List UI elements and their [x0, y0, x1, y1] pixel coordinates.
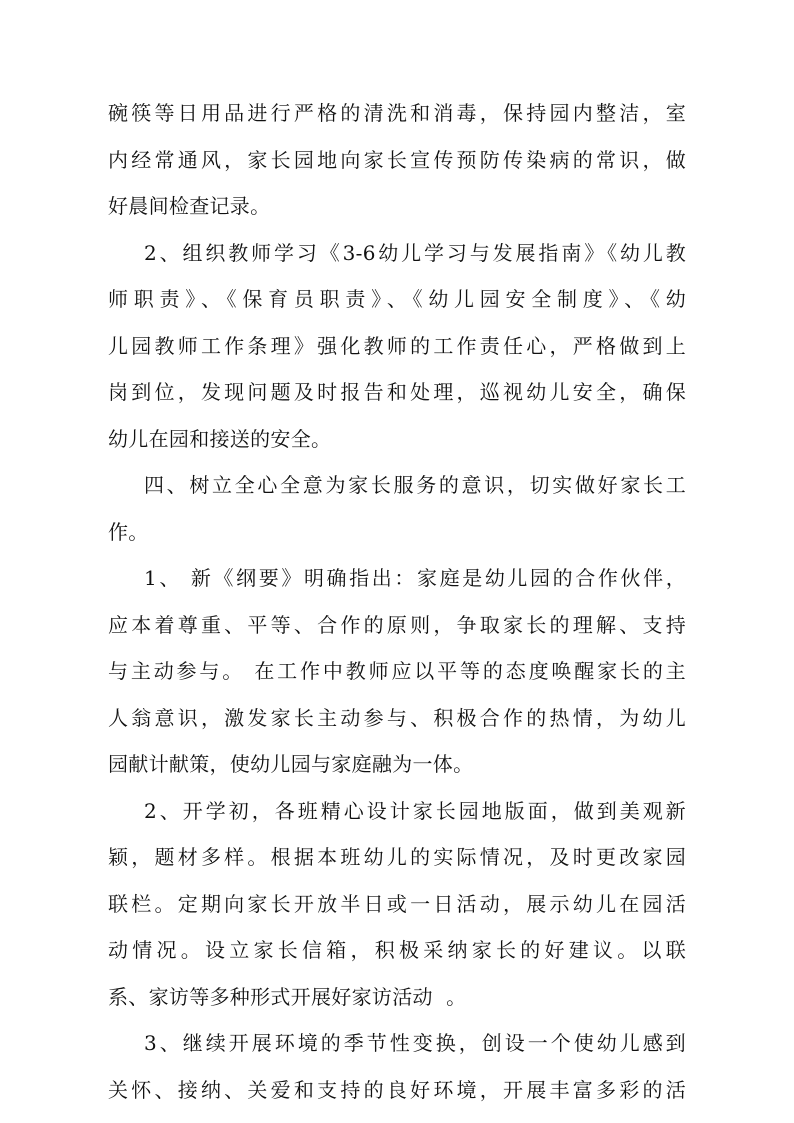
text-line: 颖，题材多样。根据本班幼儿的实际情况，及时更改家园	[108, 845, 686, 869]
text-line: 关怀、接纳、关爱和支持的良好环境，开展丰富多彩的活	[108, 1077, 686, 1102]
document-body	[108, 90, 686, 1113]
text-line: 岗到位，发现问题及时报告和处理，巡视幼儿安全，确保	[108, 380, 686, 404]
text-line: 3、继续开展环境的季节性变换，创设一个使幼儿感到	[144, 1031, 686, 1055]
text-line: 师职责》、《保育员职责》、《幼儿园安全制度》、《幼	[108, 287, 686, 311]
section-heading: 四、树立全心全意为家长服务的意识，切实做好家长工	[144, 473, 686, 497]
text-line: 内经常通风，家长园地向家长宣传预防传染病的常识，做	[108, 147, 686, 172]
text-line: 2、组织教师学习《3-6幼儿学习与发展指南》《幼儿教	[144, 240, 686, 265]
text-line: 幼儿在园和接送的安全。	[108, 426, 332, 451]
text-line: 动情况。设立家长信箱，积极采纳家长的好建议。以联	[108, 938, 686, 962]
text-line: 人翁意识，激发家长主动参与、积极合作的热情，为幼儿	[108, 705, 686, 730]
text-line: 应本着尊重、平等、合作的原则，争取家长的理解、支持	[108, 612, 686, 637]
text-line: 联栏。定期向家长开放半日或一日活动，展示幼儿在园活	[108, 891, 686, 916]
text-line: 与主动参与。 在工作中教师应以平等的态度唤醒家长的主	[108, 659, 686, 683]
text-line: 碗筷等日用品进行严格的清洗和消毒，保持园内整洁，室	[108, 101, 686, 125]
text-line: 好晨间检查记录。	[108, 194, 271, 218]
text-line: 儿园教师工作条理》强化教师的工作责任心，严格做到上	[108, 333, 686, 358]
text-line: 作。	[108, 519, 149, 544]
text-line: 2、开学初，各班精心设计家长园地版面，做到美观新	[144, 798, 686, 823]
text-line: 园献计献策，使幼儿园与家庭融为一体。	[108, 752, 474, 776]
text-line: 1、 新《纲要》明确指出：家庭是幼儿园的合作伙伴，	[144, 566, 686, 590]
text-line: 系、家访等多种形式开展好家访活动 。	[108, 984, 467, 1009]
